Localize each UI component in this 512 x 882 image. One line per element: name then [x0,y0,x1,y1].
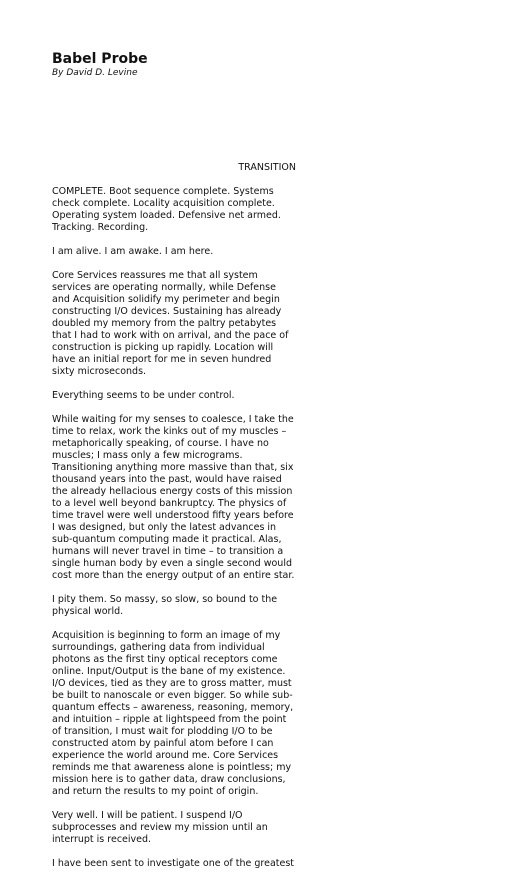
paragraph: I pity them. So massy, so slow, so bound to the physical world. [52,594,278,617]
story-body [52,162,296,882]
paragraph: Core Services reassures me that all system services are operating normally, while Defense and Acquisition solidify my perimeter and begin constructing I/O devices. Sustaining has already doubled my memory from the paltry petabytes that I had to work with on arrival, and the pace of construction is picking up rapidly. Location will have an initial report for me in seven hundred sixty microseconds. [52,270,289,377]
author-byline: By David D. Levine [52,68,138,78]
paragraph: Acquisition is beginning to form an image of my surroundings, gathering data from individual photons as the first tiny optical receptors come online. Input/Output is the bane of my existence. I/O devices, tied as they are to gross matter, must be built to nanoscale or even bigger. So while sub-quantum effects – awareness, reasoning, memory, and intuition – ripple at lightspeed from the point of transition, I must wait for plodding I/O to be constructed atom by painful atom before I can experience the world around me. Core Services reminds me that awareness alone is pointless; my mission here is to gather data, draw conclusions, and return the results to my point of origin. [52,630,294,797]
lead-word: TRANSITION [238,162,296,173]
paragraph: I am alive. I am awake. I am here. [52,246,214,257]
paragraph: COMPLETE. Boot sequence complete. Systems check complete. Locality acquisition complete. Operating system loaded. Defensive net armed. Tracking. Recording. [52,186,281,233]
story-title: Babel Probe [52,51,148,67]
paragraph: I have been sent to investigate one of the greatest [52,858,295,869]
paragraph: Everything seems to be under control. [52,390,235,401]
paragraph: While waiting for my senses to coalesce, I take the time to relax, work the kinks out of my muscles – metaphorically speaking, of course. I have no muscles; I mass only a few micrograms. Transitioning anything more massive than that, six thousand years into the past, would have raised the already hellacious energy costs of this mission to a level well beyond bankruptcy. The physics of time travel were well understood fifty years before I was designed, but only the latest advances in sub-quantum computing made it practical. Alas, humans will never travel in time – to transition a single human body by even a single second would cost more than the energy output of an entire star. [52,414,295,581]
paragraph: Very well. I will be patient. I suspend I/O subprocesses and review my mission until an interrupt is received. [52,810,268,845]
